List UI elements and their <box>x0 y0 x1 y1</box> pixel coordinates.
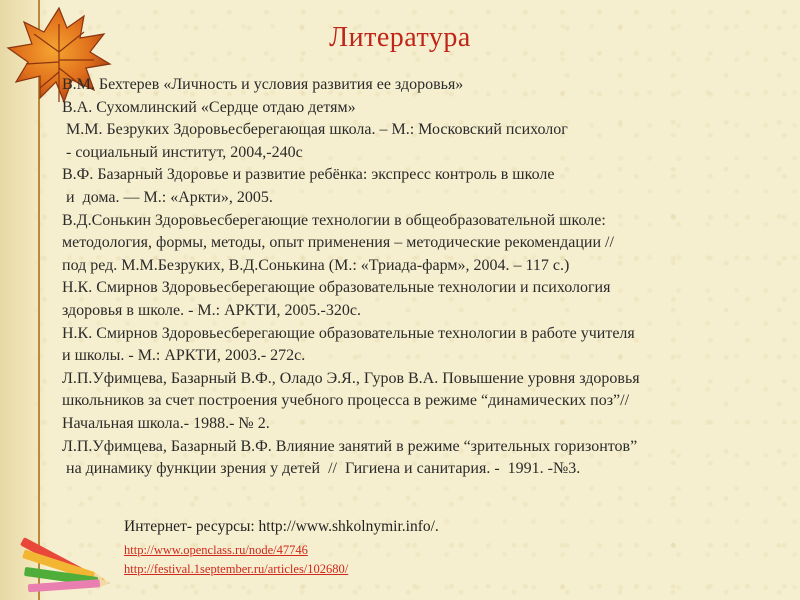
internet-resources-label: Интернет- ресурсы: http://www.shkolnymir.info/. <box>124 518 439 535</box>
bibliography-line: В.Ф. Базарный Здоровье и развитие ребёнка: экспресс контроль в школе <box>62 166 555 184</box>
bibliography-line: М.М. Безруких Здоровьесберегающая школа. – М.: Московский психолог <box>62 121 568 139</box>
bibliography-line: Л.П.Уфимцева, Базарный В.Ф. Влияние занятий в режиме “зрительных горизонтов” <box>62 437 638 455</box>
bibliography-line: методология, формы, методы, опыт применения – методические рекомендации // <box>62 234 614 252</box>
bibliography-line: Начальная школа.- 1988.- № 2. <box>62 414 270 432</box>
resource-links <box>124 541 724 579</box>
bibliography-line: и школы. - М.: АРКТИ, 2003.- 272с. <box>62 347 306 365</box>
bibliography-line: - социальный институт, 2004,-240с <box>62 143 303 161</box>
crayons-icon <box>6 520 124 598</box>
page-title: Литература <box>329 22 471 53</box>
link-festival[interactable]: http://festival.1september.ru/articles/102680/ <box>124 562 349 576</box>
bibliography-line: В.А. Сухомлинский «Сердце отдаю детям» <box>62 98 356 116</box>
bibliography-line: Н.К. Смирнов Здоровьесберегающие образовательные технологии и психология <box>62 279 611 297</box>
bibliography-line: В.М. Бехтерев «Личность и условия развития ее здоровья» <box>62 76 464 93</box>
bibliography-line: Н.К. Смирнов Здоровьесберегающие образовательные технологии в работе учителя <box>62 324 635 342</box>
bibliography-line: Л.П.Уфимцева, Базарный В.Ф., Оладо Э.Я., Гуров В.А. Повышение уровня здоровья <box>62 369 640 387</box>
link-openclass[interactable]: http://www.openclass.ru/node/47746 <box>124 543 308 557</box>
bibliography-line: здоровья в школе. - М.: АРКТИ, 2005.-320с. <box>62 301 361 319</box>
bibliography-list <box>62 74 792 481</box>
bibliography-line: на динамику функции зрения у детей // Гигиена и санитария. - 1991. -№3. <box>62 460 581 478</box>
bibliography-line: под ред. М.М.Безруких, В.Д.Сонькина (М.: «Триада-фарм», 2004. – 117 с.) <box>62 256 570 274</box>
bibliography-line: школьников за счет построения учебного процесса в режиме “динамических поз”// <box>62 392 630 410</box>
bibliography-line: и дома. — М.: «Аркти», 2005. <box>62 188 273 206</box>
bibliography-line: В.Д.Сонькин Здоровьесберегающие технологии в общеобразовательной школе: <box>62 211 606 229</box>
